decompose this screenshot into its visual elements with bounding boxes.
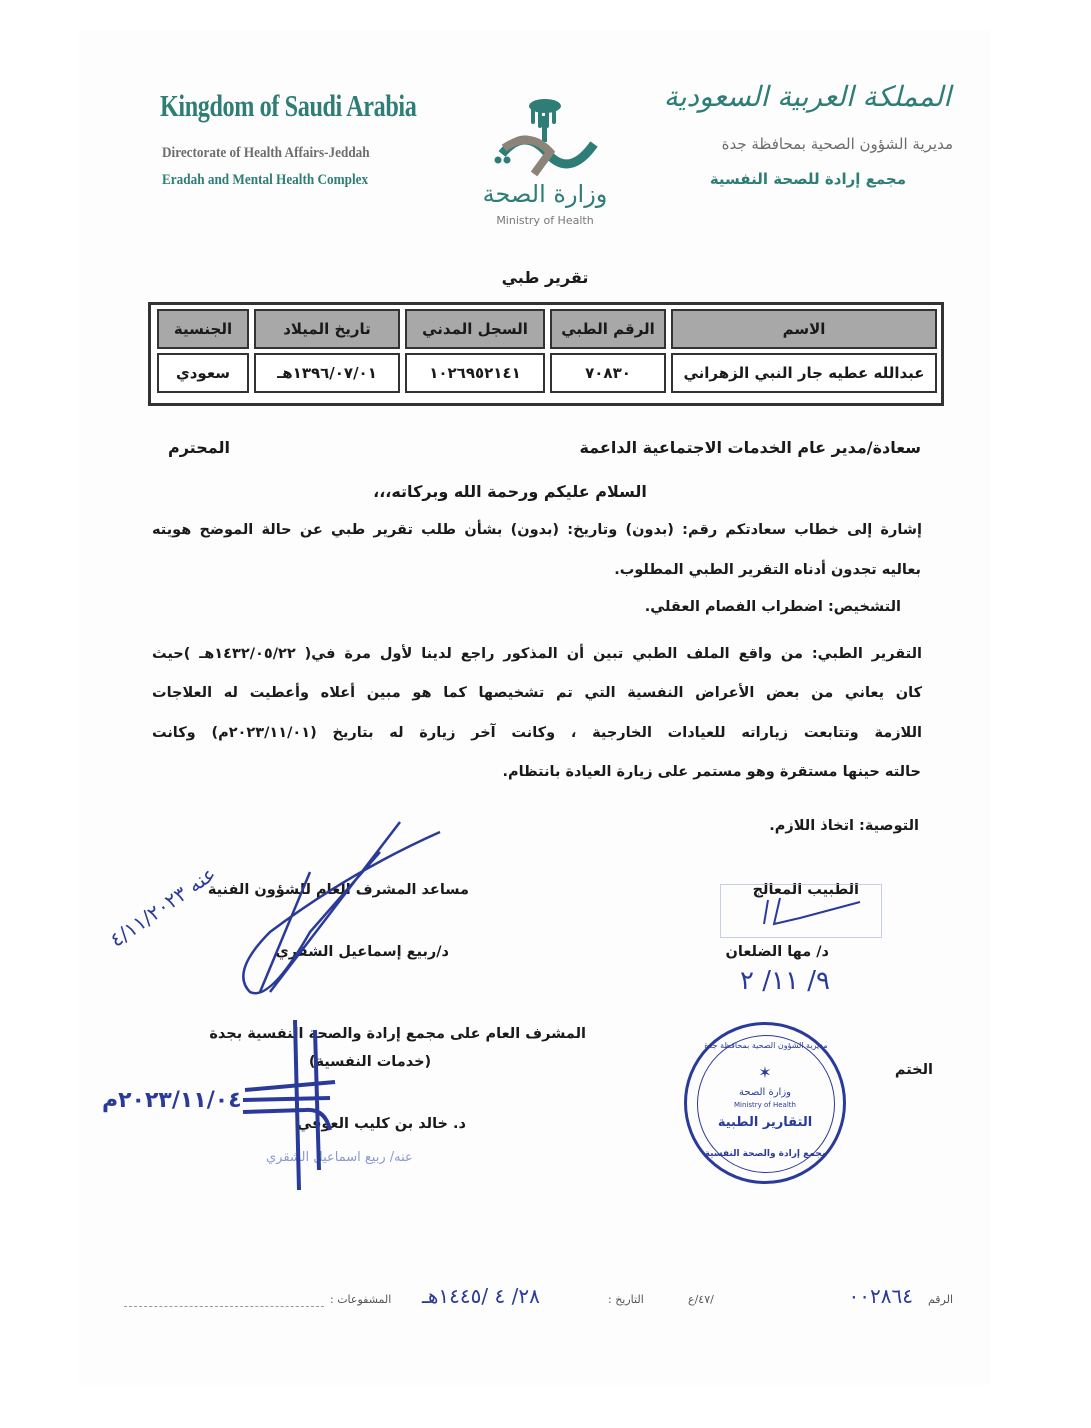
stamp-center-text: التقارير الطبية (717, 1115, 813, 1130)
assistant-signature (210, 812, 450, 1002)
stamp-bottom-text: مجمع إرادة والصحة النفسية (704, 1149, 828, 1159)
table-header-birth-date: تاريخ الميلاد (254, 309, 400, 349)
logo-arabic-text: وزارة الصحة (482, 180, 608, 208)
assistant-supervisor-name: د/ربيع إسماعيل الشقري (275, 944, 449, 960)
letter-intro-line-2: بعاليه تجدون أدناه التقرير الطبي المطلوب. (614, 562, 921, 578)
stamp-label: الختم (894, 1062, 933, 1078)
table-cell-name: عبدالله عطيه جار النبي الزهراني (671, 353, 937, 393)
logo-english-text: Ministry of Health (496, 214, 594, 227)
letter-greeting: السلام عليكم ورحمة الله وبركاته،،، (373, 482, 647, 501)
table-column-birth-date (254, 309, 400, 399)
general-supervisor-signature (235, 1020, 345, 1190)
table-header-name: الاسم (671, 309, 937, 349)
on-behalf-stamp: عنه/ ربيع اسماعيل الشقري (266, 1150, 413, 1165)
header-ar-directorate: مديرية الشؤون الصحية بمحافظة جدة (721, 135, 953, 153)
header-ar-kingdom: المملكة العربية السعودية (663, 80, 951, 113)
table-cell-medical-number: ٧٠٨٣٠ (550, 353, 666, 393)
table-cell-nationality: سعودي (157, 353, 249, 393)
letter-report-line-1: التقرير الطبي: من واقع الملف الطبي تبين أن المذكور راجع لدينا لأول مرة في( ١٤٣٢/٠٥/٢٢هـ )حيث (152, 646, 922, 662)
letter-addressee: سعادة/مدير عام الخدمات الاجتماعية الداعمة (579, 438, 921, 457)
footer-number-value: ٠٠٢٨٦٤ (848, 1284, 913, 1308)
table-column-name (671, 309, 937, 399)
table-header-civil-registry: السجل المدني (405, 309, 545, 349)
general-supervisor-name: د. خالد بن كليب العوفي (297, 1116, 466, 1132)
letter-report-line-2: كان يعاني من بعض الأعراض النفسية التي تم تشخيصها كما هو مبين أعلاه وأعطيت له العلاجات (152, 685, 922, 701)
table-column-nationality (157, 309, 249, 399)
official-stamp (684, 1022, 846, 1184)
stamp-emblem-icon: ✶ (758, 1063, 772, 1082)
table-header-nationality: الجنسية (157, 309, 249, 349)
footer-number-label: الرقم (927, 1293, 953, 1306)
assistant-supervisor-title: مساعد المشرف العام للشؤون الفنية (207, 882, 469, 898)
patient-info-table (148, 302, 944, 406)
stamp-logo-en: Ministry of Health (734, 1101, 796, 1109)
header-en-title: Kingdom of Saudi Arabia (160, 88, 417, 123)
letter-report-line-4: حالته حينها مستقرة وهو مستمر على زيارة العيادة بانتظام. (502, 764, 921, 780)
footer-attachments-label: المشفوعات : (330, 1293, 392, 1306)
table-column-medical-number (550, 309, 666, 399)
header-en-directorate: Directorate of Health Affairs-Jeddah (162, 145, 370, 161)
letter-diagnosis: التشخيص: اضطراب الفصام العقلي. (644, 599, 901, 615)
footer-date-label: التاريخ : (608, 1293, 644, 1306)
stamp-logo-ar: وزارة الصحة (739, 1087, 791, 1098)
treating-doctor-name: د/ مها الضلعان (725, 944, 829, 960)
document-page (78, 30, 990, 1385)
assistant-handwritten-note: عنه ٤/١١/٢٠٢٣ (105, 861, 221, 952)
letter-intro-line-1: إشارة إلى خطاب سعادتكم رقم: (بدون) وتاريخ: (بدون) بشأن طلب تقرير طبي عن حالة الموضح هويته (152, 522, 922, 538)
table-cell-civil-registry: ١٠٢٦٩٥٢١٤١ (405, 353, 545, 393)
letter-honorific: المحترم (168, 438, 230, 457)
header-ar-complex: مجمع إرادة للصحة النفسية (709, 170, 906, 188)
footer-date-value: ٢٨/ ٤ /١٤٤٥هـ (422, 1284, 540, 1308)
supervisor-handwritten-date: ٢٠٢٣/١١/٠٤م (102, 1088, 242, 1113)
letter-recommendation: التوصية: اتخاذ اللازم. (769, 818, 919, 834)
letter-report-line-3: اللازمة وتتابعت زياراته للعيادات الخارجية ، وكانت آخر زيارة له بتاريخ (٢٠٢٣/١١/٠١م) وكانت (152, 725, 922, 741)
treating-handwritten-date: ٩/ ١١/ ٢ (740, 966, 830, 996)
ministry-of-health-logo-icon (490, 96, 600, 178)
general-supervisor-subtitle: (خدمات النفسية) (308, 1054, 432, 1070)
table-cell-birth-date: ١٣٩٦/٠٧/٠١هـ (254, 353, 400, 393)
header-en-complex: Eradah and Mental Health Complex (162, 172, 369, 188)
footer-reference: /٤٧/ع (688, 1293, 714, 1306)
treating-doctor-signature (760, 890, 870, 930)
document-title: تقرير طبي (501, 268, 589, 287)
stamp-top-text: مديرية الشؤون الصحية بمحافظة جدة (704, 1041, 828, 1050)
table-column-civil-registry (405, 309, 545, 399)
treating-doctor-title: الطبيب المعالج (752, 882, 859, 898)
footer-attachments-line (124, 1306, 324, 1307)
general-supervisor-title: المشرف العام على مجمع إرادة والصحة النفسية بجدة (209, 1026, 586, 1042)
table-header-medical-number: الرقم الطبي (550, 309, 666, 349)
